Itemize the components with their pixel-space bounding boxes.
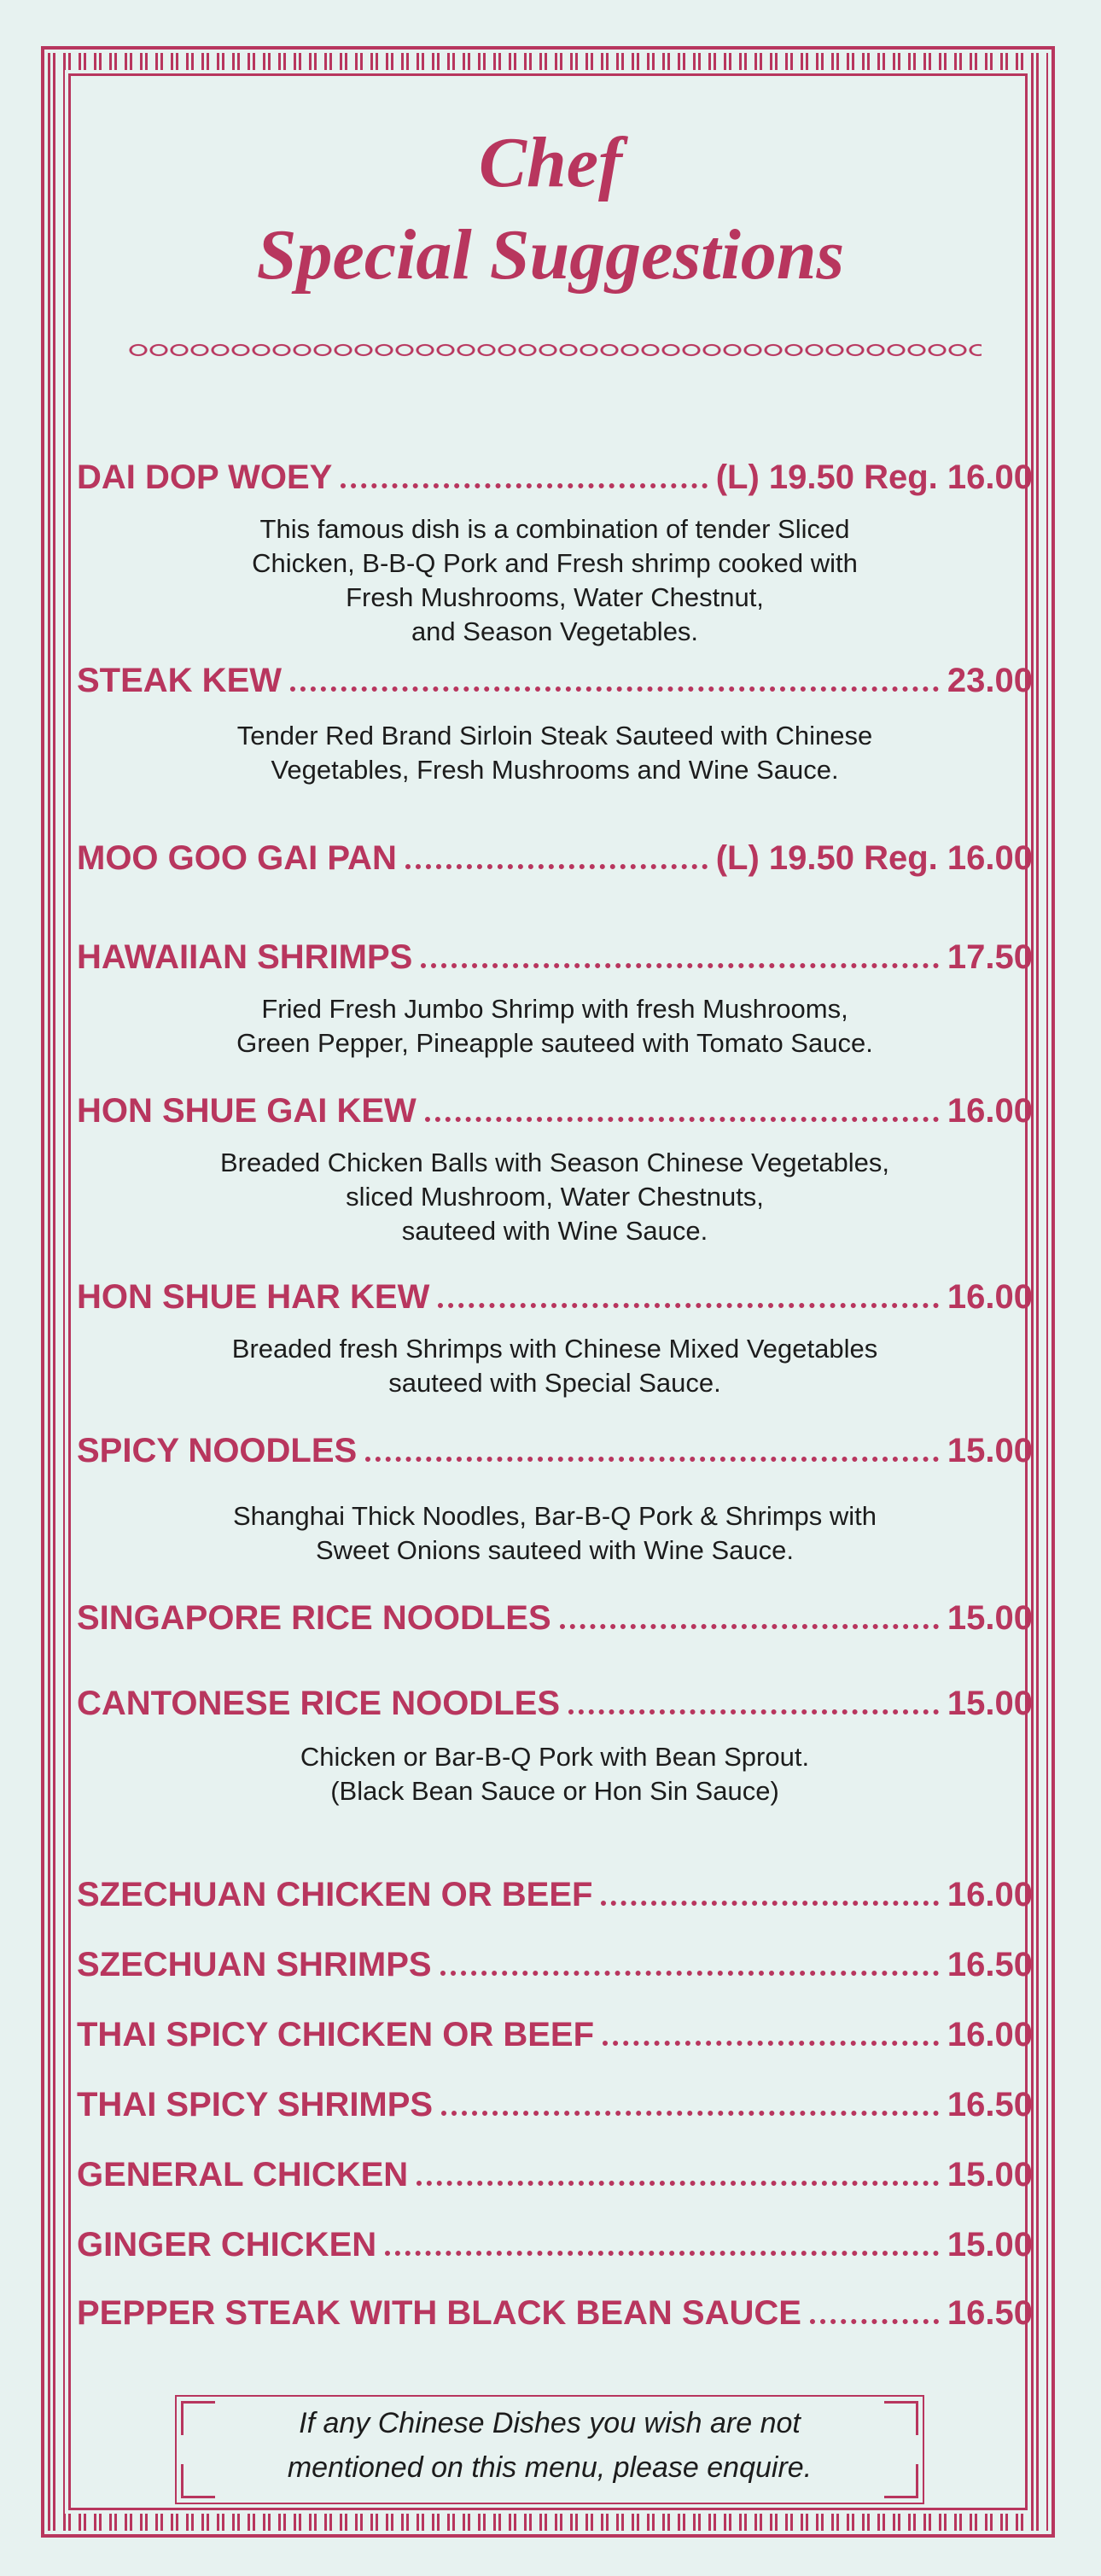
dot-leader bbox=[438, 1303, 939, 1308]
menu-item bbox=[77, 2220, 1033, 2264]
menu-item bbox=[77, 2288, 1033, 2333]
menu-item-name: PEPPER STEAK WITH BLACK BEAN SAUCE bbox=[77, 2294, 801, 2332]
menu-item-price: (L) 19.50 Reg. 16.00 bbox=[715, 459, 1033, 496]
menu-item-price: 15.00 bbox=[947, 1599, 1033, 1637]
menu-item bbox=[77, 932, 1033, 977]
menu-item bbox=[77, 2010, 1033, 2054]
dot-leader bbox=[421, 963, 939, 968]
menu-item-price: 16.50 bbox=[947, 2086, 1033, 2123]
menu-item-description: Tender Red Brand Sirloin Steak Sauteed with Chinese Vegetables, Fresh Mushrooms and Wine Sauce. bbox=[236, 721, 873, 785]
dot-leader bbox=[385, 2251, 939, 2256]
menu-item-price: (L) 19.50 Reg. 16.00 bbox=[715, 839, 1033, 877]
menu-item-name: HON SHUE HAR KEW bbox=[77, 1278, 430, 1316]
menu-item-name: SZECHUAN CHICKEN OR BEEF bbox=[77, 1876, 593, 1913]
dot-leader bbox=[560, 1624, 939, 1629]
menu-item-price: 15.00 bbox=[947, 1432, 1033, 1469]
menu-item-description: Breaded fresh Shrimps with Chinese Mixed Vegetables sauteed with Special Sauce. bbox=[231, 1334, 878, 1398]
dot-leader bbox=[365, 1457, 939, 1462]
menu-item-name: SPICY NOODLES bbox=[77, 1432, 358, 1469]
menu-item-description: This famous dish is a combination of tender Sliced Chicken, B-B-Q Pork and Fresh shrimp cooked with Fresh Mushrooms, Water Chestnut, and Season Vegetables. bbox=[252, 514, 858, 646]
menu-item bbox=[77, 453, 1033, 497]
ornamental-divider bbox=[128, 340, 982, 360]
menu-item bbox=[77, 656, 1033, 700]
dot-leader bbox=[441, 2111, 939, 2116]
menu-item-price: 17.50 bbox=[947, 938, 1033, 976]
menu-item-name: HON SHUE GAI KEW bbox=[77, 1092, 417, 1130]
menu-item bbox=[77, 1593, 1033, 1638]
dot-leader bbox=[341, 483, 707, 488]
menu-item-name: SINGAPORE RICE NOODLES bbox=[77, 1599, 551, 1637]
dot-leader bbox=[603, 2041, 939, 2046]
menu-item-name: HAWAIIAN SHRIMPS bbox=[77, 938, 413, 976]
dot-leader bbox=[440, 1971, 939, 1976]
menu-item-price: 16.00 bbox=[947, 1092, 1033, 1130]
dot-leader bbox=[601, 1901, 938, 1906]
dot-leader bbox=[417, 2181, 939, 2186]
dot-leader bbox=[290, 686, 939, 692]
menu-item-name: CANTONESE RICE NOODLES bbox=[77, 1685, 560, 1722]
menu-item-name: MOO GOO GAI PAN bbox=[77, 839, 397, 877]
menu-item-description: Breaded Chicken Balls with Season Chinese Vegetables, sliced Mushroom, Water Chestnuts, sauteed with Wine Sauce. bbox=[219, 1148, 890, 1246]
menu-item-price: 15.00 bbox=[947, 2226, 1033, 2263]
dot-leader bbox=[405, 864, 708, 869]
menu-item-name: SZECHUAN SHRIMPS bbox=[77, 1946, 432, 1983]
page-title-line1: Chef bbox=[479, 123, 622, 202]
enquiry-note: If any Chinese Dishes you wish are not mentioned on this menu, please enquire. bbox=[287, 2407, 813, 2484]
menu-item-price: 16.00 bbox=[947, 1278, 1033, 1316]
menu-item bbox=[77, 1940, 1033, 1984]
menu-item-description: Fried Fresh Jumbo Shrimp with fresh Mushrooms, Green Pepper, Pineapple sauteed with Tomato Sauce. bbox=[236, 994, 873, 1058]
menu-item-description: Chicken or Bar-B-Q Pork with Bean Sprout. (Black Bean Sauce or Hon Sin Sauce) bbox=[300, 1742, 810, 1806]
menu-item-name: DAI DOP WOEY bbox=[77, 459, 333, 496]
menu-item-price: 23.00 bbox=[947, 662, 1033, 699]
dot-leader bbox=[810, 2319, 939, 2324]
menu-item-name: GENERAL CHICKEN bbox=[77, 2156, 409, 2193]
menu-item-price: 16.00 bbox=[947, 1876, 1033, 1913]
menu-item bbox=[77, 1086, 1033, 1130]
menu-item-price: 15.00 bbox=[947, 1685, 1033, 1722]
menu-item-name: THAI SPICY CHICKEN OR BEEF bbox=[77, 2016, 594, 2053]
dot-leader bbox=[425, 1117, 939, 1122]
menu-item-name: STEAK KEW bbox=[77, 662, 282, 699]
menu-item-name: GINGER CHICKEN bbox=[77, 2226, 377, 2263]
menu-item-description: Shanghai Thick Noodles, Bar-B-Q Pork & Shrimps with Sweet Onions sauteed with Wine Sauce. bbox=[232, 1501, 877, 1565]
menu-item bbox=[77, 1679, 1033, 1723]
menu-item-price: 16.50 bbox=[947, 1946, 1033, 1983]
menu-item-name: THAI SPICY SHRIMPS bbox=[77, 2086, 434, 2123]
menu-item-price: 16.50 bbox=[947, 2294, 1033, 2332]
menu-item bbox=[77, 833, 1033, 878]
menu-item bbox=[77, 2150, 1033, 2194]
menu-item-price: 15.00 bbox=[947, 2156, 1033, 2193]
page-title-line2: Special Suggestions bbox=[256, 215, 845, 295]
dot-leader bbox=[568, 1709, 939, 1714]
menu-item bbox=[77, 2080, 1033, 2124]
menu-item-price: 16.00 bbox=[947, 2016, 1033, 2053]
menu-item bbox=[77, 1272, 1033, 1317]
menu-item bbox=[77, 1426, 1033, 1470]
menu-item bbox=[77, 1870, 1033, 1914]
